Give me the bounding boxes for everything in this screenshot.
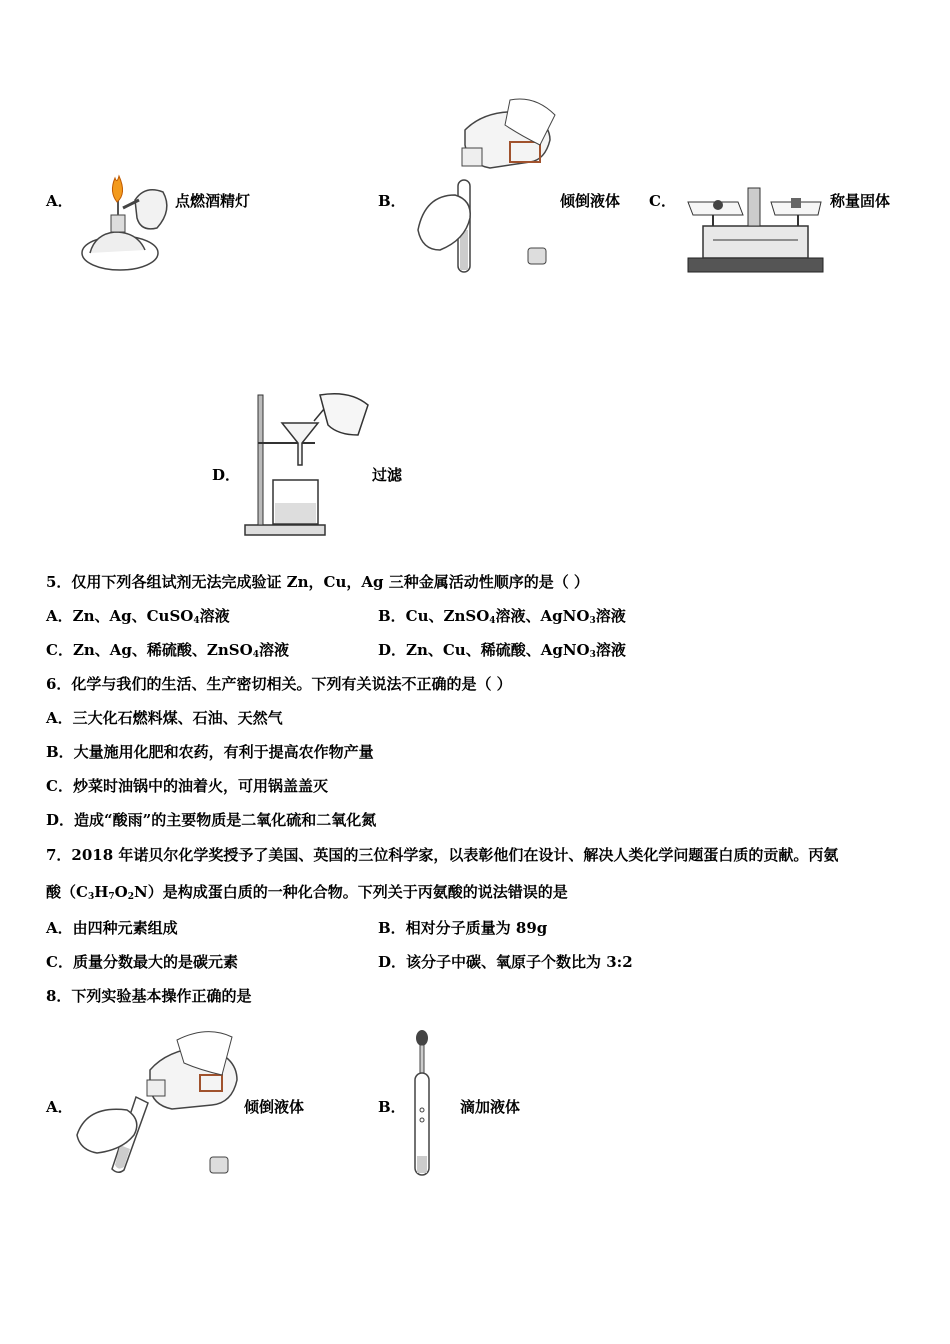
- q7-option-a: A．由四种元素组成: [46, 919, 178, 937]
- option-d-letter: D．: [212, 466, 241, 484]
- option-b-letter: B．: [378, 192, 406, 210]
- option-d-caption: 过滤: [372, 466, 403, 484]
- q7-option-c: C．质量分数最大的是碳元素: [46, 953, 238, 971]
- filtration-figure: [240, 385, 375, 540]
- q8-option-a-letter: A．: [46, 1098, 73, 1116]
- q6-stem: 6．化学与我们的生活、生产密切相关。下列有关说法不正确的是（ ）: [46, 675, 512, 693]
- q6-option-a: A．三大化石燃料煤、石油、天然气: [46, 709, 283, 727]
- q8-option-b-letter: B．: [378, 1098, 406, 1116]
- option-c-caption: 称量固体: [830, 192, 891, 210]
- q5-option-b: B．Cu、ZnSO$_4$溶液、AgNO$_3$溶液: [378, 607, 626, 626]
- q7-stem-line1: 7．2018 年诺贝尔化学奖授予了美国、英国的三位科学家，以表彰他们在设计、解决人类化学问题蛋白质的贡献。丙氨: [46, 846, 839, 864]
- pouring-liquid-figure: [410, 100, 560, 278]
- q8-stem: 8．下列实验基本操作正确的是: [46, 987, 252, 1005]
- q7-option-b: B．相对分子质量为 89g: [378, 919, 548, 937]
- option-a-letter: A．: [46, 192, 73, 210]
- q7-option-d: D．该分子中碳、氧原子个数比为 3:2: [378, 953, 633, 971]
- q8-option-b-caption: 滴加液体: [460, 1098, 521, 1116]
- q6-option-b: B．大量施用化肥和农药，有利于提高农作物产量: [46, 743, 374, 761]
- q5-option-a: A．Zn、Ag、CuSO$_4$溶液: [46, 607, 230, 626]
- option-a-caption: 点燃酒精灯: [175, 192, 251, 210]
- q6-option-c: C．炒菜时油锅中的油着火，可用锅盖盖灭: [46, 777, 328, 795]
- q5-option-d: D．Zn、Cu、稀硫酸、AgNO$_3$溶液: [378, 641, 626, 660]
- q5-option-c: C．Zn、Ag、稀硫酸、ZnSO$_4$溶液: [46, 641, 289, 660]
- q8-option-a-caption: 倾倒液体: [244, 1098, 305, 1116]
- q7-stem-line2: 酸$(C_3H_7O_2N)$是构成蛋白质的一种化合物。下列关于丙氨酸的说法错误的是: [46, 883, 568, 902]
- q5-stem: 5．仅用下列各组试剂无法完成验证 Zn，Cu，Ag 三种金属活动性顺序的是（ ）: [46, 573, 589, 591]
- alcohol-lamp-lighting-figure: [75, 170, 175, 275]
- balance-weighing-figure: [683, 180, 828, 275]
- option-b-caption: 倾倒液体: [560, 192, 621, 210]
- option-c-letter: C．: [649, 192, 676, 210]
- dropper-adding-liquid-figure: [405, 1028, 445, 1178]
- q6-option-d: D．造成“酸雨”的主要物质是二氧化硫和二氧化氮: [46, 811, 377, 829]
- q8-pouring-liquid-figure: [72, 1025, 244, 1177]
